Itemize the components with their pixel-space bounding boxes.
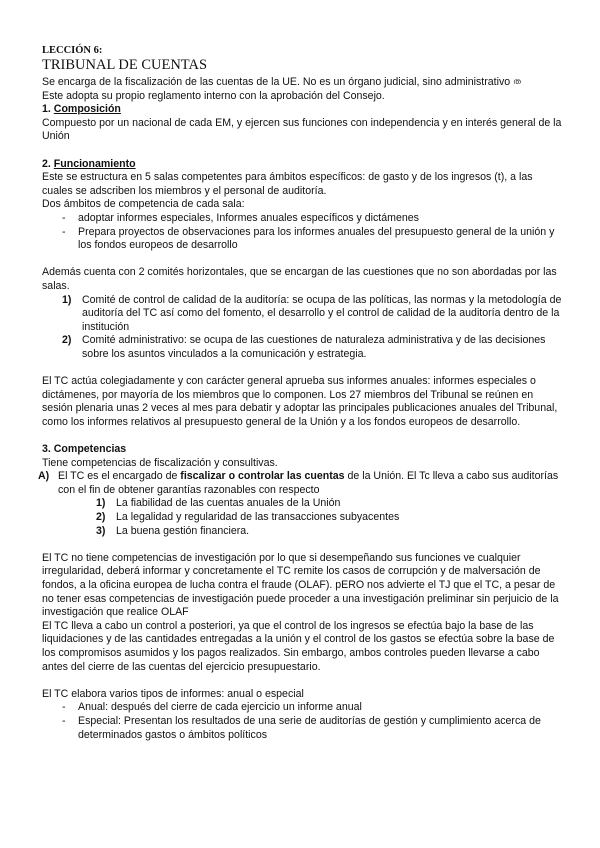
list-item bbox=[42, 497, 562, 511]
page-title: TRIBUNAL DE CUENTAS bbox=[42, 57, 208, 73]
intro-line-1-text: Se encarga de la fiscalización de las cuentas de la UE. No es un órgano judicial, sino administrativo bbox=[42, 76, 511, 88]
section-1-text: Compuesto por un nacional de cada EM, y ejercen sus funciones con independencia y en interés general de la Unión bbox=[42, 116, 562, 143]
section-2-title: Funcionamiento bbox=[53, 157, 136, 170]
item-a-text-start: El TC es el encargado de bbox=[58, 470, 181, 483]
section-2-dash-list bbox=[42, 212, 562, 253]
list-item-text: Prepara proyectos de observaciones para los informes anuales del presupuesto general de la unión y los fondos europeos de desarrollo bbox=[78, 225, 555, 252]
section-3-item-a bbox=[38, 470, 562, 497]
item-number: 1) bbox=[62, 293, 72, 306]
item-number: 2) bbox=[96, 511, 106, 523]
list-item-text: La legalidad y regularidad de las transacciones subyacentes bbox=[116, 511, 400, 523]
section-3-paragraph-3: El TC lleva a cabo un control a posteriori, ya que el control de los ingresos se efectúa bajo la base de las liquidaciones y de las cantidades entregadas a la unión y el control de los gastos se efectúa sobre la base de los compromisos asumidos y los pagos realizados. Sin embargo, ambos controles pueden llevarse a cabo antes del cierre de las cuentas del ejercicio presupuestario. bbox=[42, 619, 555, 673]
section-3-dash-list bbox=[42, 701, 562, 742]
dash-marker: - bbox=[62, 701, 66, 714]
list-item bbox=[42, 525, 562, 539]
list-item bbox=[42, 701, 562, 715]
intro-glyph: ത bbox=[513, 77, 521, 86]
document-page bbox=[38, 44, 562, 742]
section-2-heading bbox=[42, 158, 562, 172]
dash-marker: - bbox=[62, 211, 66, 224]
item-a-bold-text: fiscalizar o controlar las cuentas bbox=[180, 470, 345, 483]
item-a-marker: A) bbox=[38, 470, 50, 483]
section-2-committees-list bbox=[42, 294, 562, 362]
item-number: 2) bbox=[62, 334, 72, 347]
list-item-text: Comité de control de calidad de la auditoría: se ocupa de las políticas, las normas y la metodología de auditoría del TC así como del fomento, el desarrollo y el control de calidad de la auditoría dentro de la institución bbox=[82, 293, 562, 333]
list-item bbox=[42, 212, 562, 226]
list-item bbox=[42, 334, 562, 361]
dash-marker: - bbox=[62, 225, 66, 238]
section-2-number: 2. bbox=[42, 157, 51, 170]
item-a-text-end: de la Unión. El Tc lleva a cabo sus auditorías con el fin de obtener garantías razonables con respecto bbox=[58, 470, 559, 496]
list-item bbox=[42, 511, 562, 525]
lesson-label: LECCIÓN 6: bbox=[42, 45, 103, 56]
list-item bbox=[42, 294, 562, 335]
section-1-number: 1. bbox=[42, 103, 51, 116]
list-item-text: La buena gestión financiera. bbox=[116, 524, 250, 537]
intro-line-2: Este adopta su propio reglamento interno con la aprobación del Consejo. bbox=[42, 89, 385, 102]
section-2-paragraph-1: Este se estructura en 5 salas competentes para ámbitos específicos: de gasto y de los ingresos (t), a las cuales se adscriben los miembros y el personal de auditoría. bbox=[42, 171, 533, 197]
section-2-paragraph-2: Dos ámbitos de competencia de cada sala: bbox=[42, 198, 245, 211]
section-3-paragraph-1: Tiene competencias de fiscalización y consultivas. bbox=[42, 456, 278, 469]
list-item-text: Especial: Presentan los resultados de una serie de auditorías de gestión y cumplimiento acerca de determinados gastos o ámbitos políticos bbox=[78, 714, 541, 741]
section-2-paragraph-4: El TC actúa colegiadamente y con carácter general aprueba sus informes anuales: informes especiales o dictámenes, por mayoría de los miembros que lo componen. Los 27 miembros del Tribunal se reúnen en sesión plenaria unas 2 veces al mes para debatir y adoptar las principales publicaciones anuales del Tribunal, como los informes relativos al presupuesto general de la Unión y a los fondos europeos de desarrollo. bbox=[42, 375, 558, 428]
section-2-paragraph-3: Además cuenta con 2 comités horizontales, que se encargan de las cuestiones que no son abordadas por las salas. bbox=[42, 266, 557, 292]
list-item-text: Anual: después del cierre de cada ejercicio un informe anual bbox=[78, 701, 362, 714]
section-3-paragraph-2: El TC no tiene competencias de investigación por lo que si desempeñando sus funciones ve cualquier irregularidad, deberá informar y concretamente el TC remite los casos de corrupción y de malversación de fondos, a la oficina europea de lucha contra el fraude (OLAF). pERO nos advierte el TJ que el TC, a pesar de no tener esas competencias de investigación puede proceder a una investigación preliminar sin perjuicio de la investigación que realice OLAF bbox=[42, 551, 559, 619]
list-item-text: adoptar informes especiales, Informes anuales específicos y dictámenes bbox=[78, 211, 419, 224]
list-item bbox=[42, 226, 562, 253]
section-3-paragraph-4: El TC elabora varios tipos de informes: anual o especial bbox=[42, 687, 304, 700]
list-item bbox=[42, 715, 562, 742]
section-3-heading: 3. Competencias bbox=[42, 443, 127, 456]
list-item-text: La fiabilidad de las cuentas anuales de la Unión bbox=[116, 497, 341, 510]
list-item-text: Comité administrativo: se ocupa de las cuestiones de naturaleza administrativa y de las decisiones sobre los asuntos vinculados a la comunicación y estrategia. bbox=[82, 334, 546, 360]
section-1-title: Composición bbox=[53, 103, 121, 116]
dash-marker: - bbox=[62, 714, 66, 727]
item-number: 1) bbox=[96, 497, 106, 510]
section-1-heading bbox=[42, 103, 562, 117]
item-number: 3) bbox=[96, 524, 106, 537]
section-3-guarantees-list bbox=[42, 497, 562, 538]
intro-line-1 bbox=[42, 75, 562, 90]
